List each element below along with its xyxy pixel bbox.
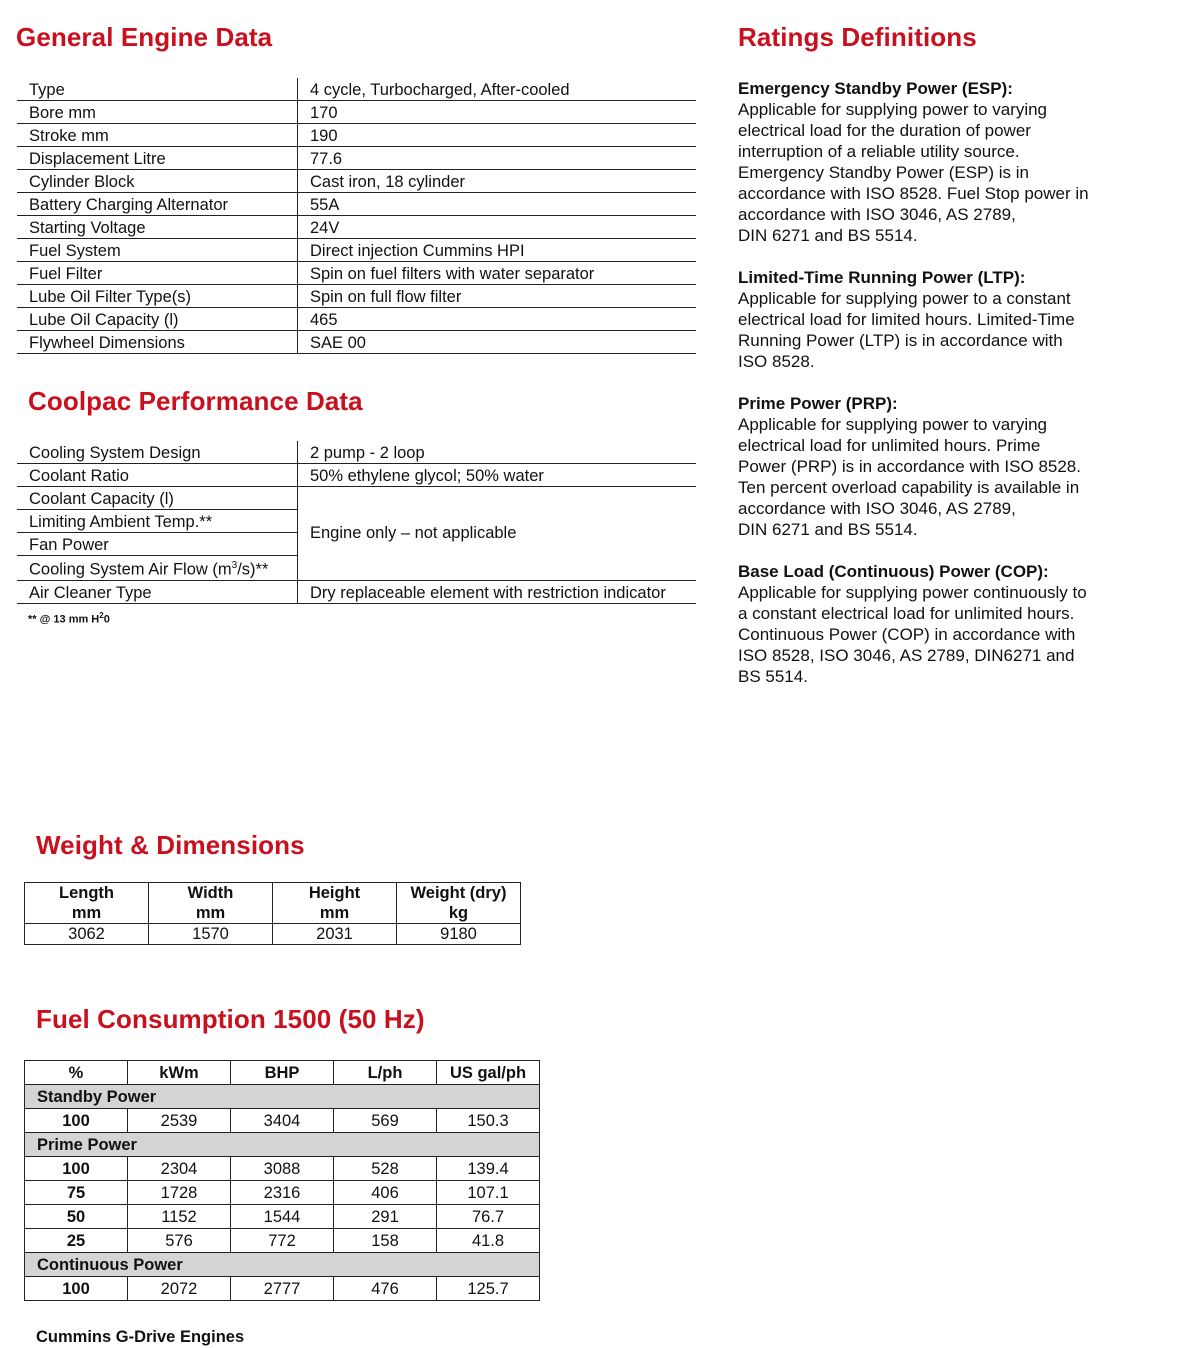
fuel-percent-cell: 25 xyxy=(25,1229,128,1253)
fuel-percent-cell: 100 xyxy=(25,1157,128,1181)
spec-label-end: /s)** xyxy=(237,560,269,579)
spec-label: Cooling System Design xyxy=(17,441,298,464)
weight-values-row xyxy=(25,924,521,945)
weight-dimensions-table xyxy=(24,882,521,945)
spec-row xyxy=(17,580,696,603)
fuel-value-cell: 772 xyxy=(231,1229,334,1253)
spec-label: Bore mm xyxy=(17,101,298,124)
rating-definition xyxy=(738,561,1138,687)
fuel-percent-cell: 100 xyxy=(25,1277,128,1301)
spec-value: 190 xyxy=(298,124,697,147)
spec-row xyxy=(17,285,696,308)
spec-label: Fuel Filter xyxy=(17,262,298,285)
fuel-header-cell: US gal/ph xyxy=(437,1061,540,1085)
weight-dimensions-title: Weight & Dimensions xyxy=(36,830,305,860)
fuel-value-cell: 2304 xyxy=(128,1157,231,1181)
rating-heading: Prime Power (PRP): xyxy=(738,394,898,413)
weight-unit-cell: mm xyxy=(25,903,149,924)
fuel-value-cell: 476 xyxy=(334,1277,437,1301)
spec-value-merged: Engine only – not applicable xyxy=(298,487,697,581)
rating-heading: Emergency Standby Power (ESP): xyxy=(738,79,1013,98)
spec-label: Flywheel Dimensions xyxy=(17,331,298,354)
rating-text-line: a constant electrical load for unlimited hours. xyxy=(738,604,1075,623)
spec-label: Coolant Ratio xyxy=(17,464,298,487)
fuel-value-cell: 1728 xyxy=(128,1181,231,1205)
weight-value-cell: 9180 xyxy=(397,924,521,945)
rating-heading: Limited-Time Running Power (LTP): xyxy=(738,268,1026,287)
spec-label: Stroke mm xyxy=(17,124,298,147)
spec-row xyxy=(17,239,696,262)
fuel-data-row xyxy=(25,1229,540,1253)
spec-label: Fuel System xyxy=(17,239,298,262)
spec-value: Spin on fuel filters with water separator xyxy=(298,262,697,285)
fuel-header-cell: BHP xyxy=(231,1061,334,1085)
spec-label: Limiting Ambient Temp.** xyxy=(17,510,298,533)
fuel-section-label: Standby Power xyxy=(25,1085,540,1109)
rating-text-line: ISO 8528. xyxy=(738,352,815,371)
rating-text-line: Power (PRP) is in accordance with ISO 8528. xyxy=(738,457,1081,476)
weight-unit-cell: mm xyxy=(273,903,397,924)
spec-label: Fan Power xyxy=(17,533,298,556)
rating-text-line: Applicable for supplying power to a constant xyxy=(738,289,1071,308)
spec-value: Spin on full flow filter xyxy=(298,285,697,308)
spec-label: Battery Charging Alternator xyxy=(17,193,298,216)
spec-value: 50% ethylene glycol; 50% water xyxy=(298,464,697,487)
fuel-header-row xyxy=(25,1061,540,1085)
fuel-value-cell: 158 xyxy=(334,1229,437,1253)
fuel-section-label: Continuous Power xyxy=(25,1253,540,1277)
weight-header-cell: Weight (dry) xyxy=(397,883,521,904)
rating-text-line: electrical load for limited hours. Limited-Time xyxy=(738,310,1075,329)
rating-text-line: interruption of a reliable utility source. xyxy=(738,142,1020,161)
weight-header-cell: Width xyxy=(149,883,273,904)
fuel-consumption-title: Fuel Consumption 1500 (50 Hz) xyxy=(36,1004,425,1034)
spec-row xyxy=(17,78,696,101)
fuel-data-row xyxy=(25,1277,540,1301)
spec-value: 2 pump - 2 loop xyxy=(298,441,697,464)
fuel-data-row xyxy=(25,1157,540,1181)
weight-unit-cell: kg xyxy=(397,903,521,924)
rating-text-line: accordance with ISO 3046, AS 2789, xyxy=(738,205,1016,224)
spec-label: Type xyxy=(17,78,298,101)
rating-text-line: electrical load for unlimited hours. Prime xyxy=(738,436,1041,455)
spec-row xyxy=(17,262,696,285)
fuel-header-cell: % xyxy=(25,1061,128,1085)
weight-value-cell: 2031 xyxy=(273,924,397,945)
spec-label: Lube Oil Filter Type(s) xyxy=(17,285,298,308)
rating-text-line: Continuous Power (COP) in accordance with xyxy=(738,625,1076,644)
weight-header-cell: Height xyxy=(273,883,397,904)
rating-text-line: electrical load for the duration of power xyxy=(738,121,1031,140)
fuel-value-cell: 576 xyxy=(128,1229,231,1253)
spec-row xyxy=(17,147,696,170)
spec-row xyxy=(17,193,696,216)
fuel-data-row xyxy=(25,1181,540,1205)
spec-row xyxy=(17,441,696,464)
rating-text-line: Running Power (LTP) is in accordance with xyxy=(738,331,1063,350)
fuel-value-cell: 125.7 xyxy=(437,1277,540,1301)
fuel-value-cell: 76.7 xyxy=(437,1205,540,1229)
fuel-percent-cell: 50 xyxy=(25,1205,128,1229)
rating-text-line: Emergency Standby Power (ESP) is in xyxy=(738,163,1030,182)
fuel-value-cell: 139.4 xyxy=(437,1157,540,1181)
fuel-consumption-table xyxy=(24,1060,540,1301)
fuel-value-cell: 3404 xyxy=(231,1109,334,1133)
spec-value: 55A xyxy=(298,193,697,216)
fuel-value-cell: 291 xyxy=(334,1205,437,1229)
spec-row xyxy=(17,170,696,193)
spec-value: SAE 00 xyxy=(298,331,697,354)
spec-label: Air Cleaner Type xyxy=(17,580,298,603)
fuel-data-row xyxy=(25,1109,540,1133)
weight-unit-cell: mm xyxy=(149,903,273,924)
fuel-section-row xyxy=(25,1253,540,1277)
weight-header-row xyxy=(25,883,521,904)
spec-row xyxy=(17,464,696,487)
spec-label-text: Cooling System Air Flow (m xyxy=(29,560,232,579)
spec-row xyxy=(17,124,696,147)
rating-heading: Base Load (Continuous) Power (COP): xyxy=(738,562,1049,581)
fuel-value-cell: 2539 xyxy=(128,1109,231,1133)
fuel-value-cell: 107.1 xyxy=(437,1181,540,1205)
weight-value-cell: 1570 xyxy=(149,924,273,945)
rating-text-line: Applicable for supplying power to varying xyxy=(738,415,1048,434)
fuel-value-cell: 569 xyxy=(334,1109,437,1133)
rating-text-line: DIN 6271 and BS 5514. xyxy=(738,226,918,245)
rating-text-line: BS 5514. xyxy=(738,667,808,686)
fuel-value-cell: 41.8 xyxy=(437,1229,540,1253)
fuel-value-cell: 150.3 xyxy=(437,1109,540,1133)
spec-row xyxy=(17,216,696,239)
spec-value: 24V xyxy=(298,216,697,239)
spec-value: Cast iron, 18 cylinder xyxy=(298,170,697,193)
spec-label-sup: 3 xyxy=(231,560,238,571)
spec-label xyxy=(17,556,298,581)
rating-text-line: Ten percent overload capability is available in xyxy=(738,478,1080,497)
fuel-value-cell: 406 xyxy=(334,1181,437,1205)
coolpac-performance-table xyxy=(17,441,696,604)
fuel-value-cell: 3088 xyxy=(231,1157,334,1181)
spec-row xyxy=(17,101,696,124)
spec-value: Direct injection Cummins HPI xyxy=(298,239,697,262)
fuel-header-cell: kWm xyxy=(128,1061,231,1085)
rating-text-line: Applicable for supplying power continuously to xyxy=(738,583,1087,602)
fuel-header-cell: L/ph xyxy=(334,1061,437,1085)
fuel-data-row xyxy=(25,1205,540,1229)
ratings-definitions-title: Ratings Definitions xyxy=(738,22,977,52)
spec-row xyxy=(17,487,696,510)
fuel-value-cell: 2777 xyxy=(231,1277,334,1301)
footer-brand: Cummins G-Drive Engines xyxy=(36,1328,245,1346)
spec-value: Dry replaceable element with restriction indicator xyxy=(298,580,697,603)
general-engine-data-title: General Engine Data xyxy=(16,22,273,52)
spec-label: Coolant Capacity (l) xyxy=(17,487,298,510)
spec-value: 77.6 xyxy=(298,147,697,170)
weight-header-cell: Length xyxy=(25,883,149,904)
fuel-percent-cell: 75 xyxy=(25,1181,128,1205)
spec-value: 170 xyxy=(298,101,697,124)
rating-text-line: Applicable for supplying power to varying xyxy=(738,100,1048,119)
fuel-section-row xyxy=(25,1085,540,1109)
rating-definition xyxy=(738,78,1138,246)
fuel-value-cell: 1152 xyxy=(128,1205,231,1229)
fuel-value-cell: 1544 xyxy=(231,1205,334,1229)
fuel-value-cell: 528 xyxy=(334,1157,437,1181)
coolpac-performance-title: Coolpac Performance Data xyxy=(28,386,363,416)
rating-text-line: accordance with ISO 3046, AS 2789, xyxy=(738,499,1016,518)
spec-label: Starting Voltage xyxy=(17,216,298,239)
rating-definition xyxy=(738,393,1138,540)
ratings-definitions xyxy=(738,78,1138,708)
spec-value: 4 cycle, Turbocharged, After-cooled xyxy=(298,78,697,101)
fuel-section-row xyxy=(25,1133,540,1157)
spec-label: Cylinder Block xyxy=(17,170,298,193)
weight-value-cell: 3062 xyxy=(25,924,149,945)
fuel-section-label: Prime Power xyxy=(25,1133,540,1157)
rating-text-line: DIN 6271 and BS 5514. xyxy=(738,520,918,539)
spec-label: Displacement Litre xyxy=(17,147,298,170)
rating-definition xyxy=(738,267,1138,372)
coolpac-footnote: ** @ 13 mm $H^20$ xyxy=(28,611,110,626)
weight-units-row xyxy=(25,903,521,924)
fuel-percent-cell: 100 xyxy=(25,1109,128,1133)
rating-text-line: accordance with ISO 8528. Fuel Stop power in xyxy=(738,184,1089,203)
general-engine-data-table xyxy=(17,78,696,354)
spec-row xyxy=(17,331,696,354)
rating-text-line: ISO 8528, ISO 3046, AS 2789, DIN6271 and xyxy=(738,646,1075,665)
spec-value: 465 xyxy=(298,308,697,331)
fuel-value-cell: 2072 xyxy=(128,1277,231,1301)
spec-row xyxy=(17,308,696,331)
spec-label: Lube Oil Capacity (l) xyxy=(17,308,298,331)
fuel-value-cell: 2316 xyxy=(231,1181,334,1205)
